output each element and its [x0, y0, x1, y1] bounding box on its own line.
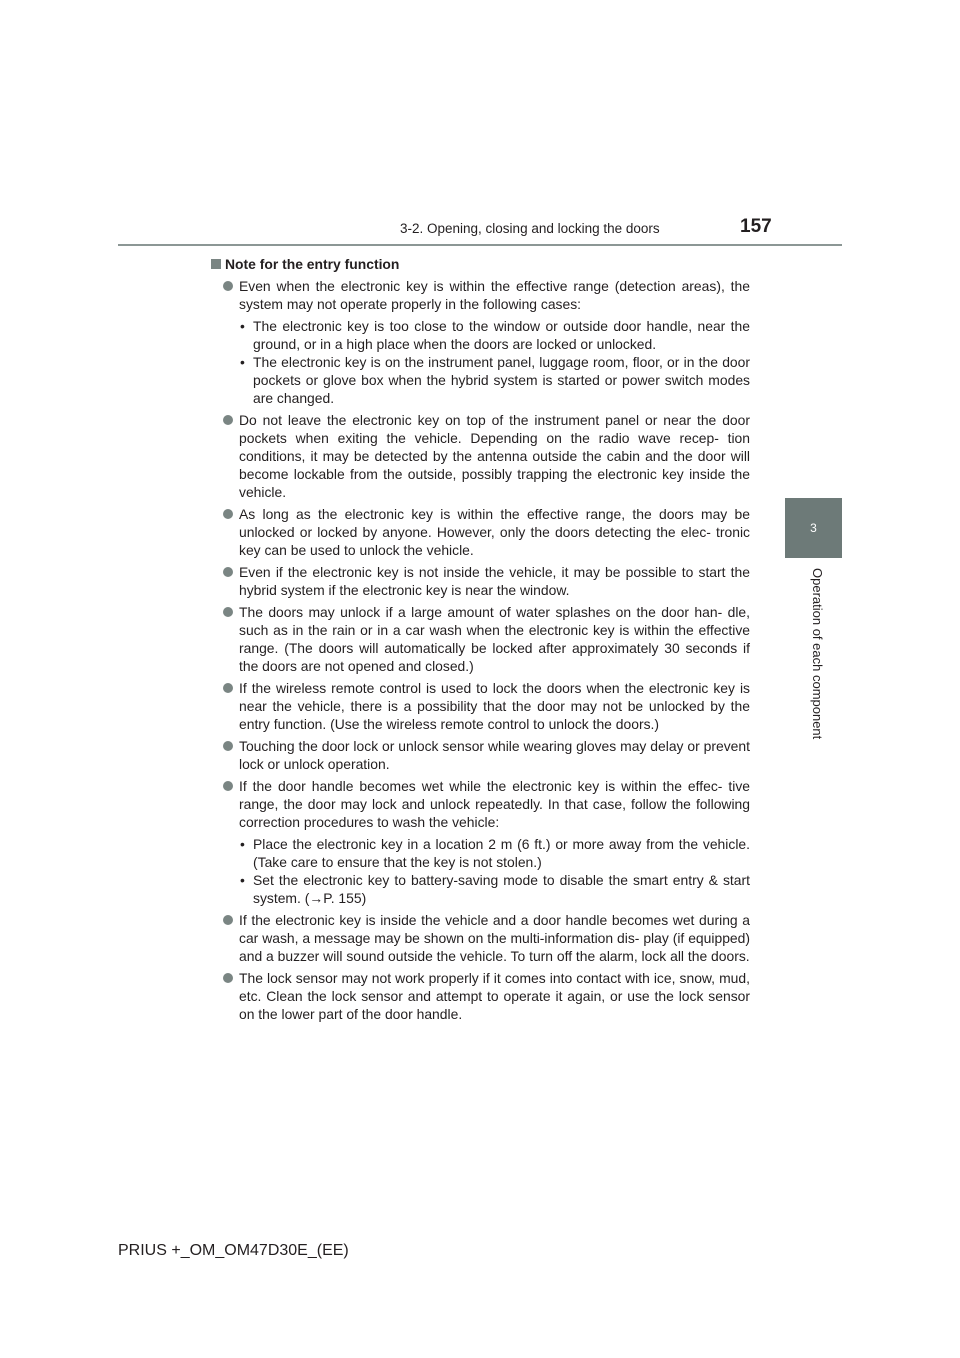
note-list: [209, 277, 750, 1023]
list-item: [209, 737, 750, 773]
chapter-label-text: Operation of each component: [810, 568, 825, 740]
list-item-text: The doors may unlock if a large amount of water splashes on the door han- dle, such as in the rain or in a car wash when the electronic key is within the effective range. (The doors will automatically be locked after approximately 30 seconds if the doors are not opened and closed.): [239, 604, 750, 674]
sub-list: [209, 835, 750, 907]
sub-list-item-text: The electronic key is too close to the window or outside door handle, near the ground, or in a high place when the doors are locked or unlocked.: [253, 318, 750, 352]
sub-list-item-text: The electronic key is on the instrument panel, luggage room, floor, or in the door pockets or glove box when the hybrid system is started or power switch modes are changed.: [253, 354, 750, 406]
page-number: 157: [740, 216, 772, 237]
list-item: [209, 911, 750, 965]
circle-bullet-icon: [223, 741, 233, 751]
list-item: [209, 777, 750, 831]
list-item-text: If the electronic key is inside the vehicle and a door handle becomes wet during a car wash, a message may be shown on the multi-information dis- play (if equipped) and a buzzer will sound outside the vehicle. To turn off the alarm, lock all the doors.: [239, 912, 750, 964]
square-bullet-icon: [211, 259, 221, 269]
list-item-text: As long as the electronic key is within the effective range, the doors may be unlocked or locked by anyone. However, only the doors detecting the elec- tronic key can be used to unlock the vehicle.: [239, 506, 750, 558]
circle-bullet-icon: [223, 683, 233, 693]
section-title-text: Note for the entry function: [225, 256, 400, 272]
circle-bullet-icon: [223, 607, 233, 617]
circle-bullet-icon: [223, 915, 233, 925]
sub-list-item: [209, 317, 750, 353]
list-item-text: Even if the electronic key is not inside the vehicle, it may be possible to start the hybrid system if the electronic key is near the window.: [239, 564, 750, 598]
chapter-number: 3: [810, 521, 817, 535]
circle-bullet-icon: [223, 973, 233, 983]
circle-bullet-icon: [223, 567, 233, 577]
section-header: 3-2. Opening, closing and locking the doors: [400, 221, 660, 236]
list-item-text: Do not leave the electronic key on top of the instrument panel or near the door pockets when exiting the vehicle. Depending on the radio wave recep- tion conditions, it may be detected by the antenna outside the cabin and the door will become lockable from the outside, possibly trapping the electronic key inside the vehicle.: [239, 412, 750, 500]
sub-list-item-text: Place the electronic key in a location 2 m (6 ft.) or more away from the vehicle. (Take care to ensure that the key is not stolen.): [253, 836, 750, 870]
bullet-icon: •: [240, 872, 245, 888]
list-item: [209, 277, 750, 313]
list-item-text: Even when the electronic key is within the effective range (detection areas), the system may not operate properly in the following cases:: [239, 278, 750, 312]
header-divider: [118, 244, 842, 246]
circle-bullet-icon: [223, 509, 233, 519]
circle-bullet-icon: [223, 281, 233, 291]
list-item: [209, 411, 750, 501]
sub-list-item: [209, 871, 750, 907]
sub-list-item: [209, 835, 750, 871]
sub-list: [209, 317, 750, 407]
bullet-icon: •: [240, 836, 245, 852]
document-code: PRIUS +_OM_OM47D30E_(EE): [118, 1242, 349, 1259]
list-item: [209, 603, 750, 675]
sub-list-item-text: Set the electronic key to battery-saving mode to disable the smart entry & start system. (→P. 155): [253, 872, 750, 906]
bullet-icon: •: [240, 318, 245, 334]
chapter-label: [812, 568, 826, 758]
list-item: [209, 563, 750, 599]
circle-bullet-icon: [223, 781, 233, 791]
sub-list-item: [209, 353, 750, 407]
section-heading: [209, 255, 750, 273]
list-item-text: The lock sensor may not work properly if it comes into contact with ice, snow, mud, etc. Clean the lock sensor and attempt to operate it again, or use the lock sensor on the lower part of the door handle.: [239, 970, 750, 1022]
list-item: [209, 505, 750, 559]
list-item-text: If the door handle becomes wet while the electronic key is within the effec- tive range, the door may lock and unlock repeatedly. In that case, follow the following correction procedures to wash the vehicle:: [239, 778, 750, 830]
list-item: [209, 969, 750, 1023]
list-item-text: If the wireless remote control is used to lock the doors when the electronic key is near the vehicle, there is a possibility that the door may not be unlocked by the entry function. (Use the wireless remote control to unlock the doors.): [239, 680, 750, 732]
list-item: [209, 679, 750, 733]
circle-bullet-icon: [223, 415, 233, 425]
chapter-tab: [785, 498, 842, 558]
list-item-text: Touching the door lock or unlock sensor while wearing gloves may delay or prevent lock or unlock operation.: [239, 738, 750, 772]
main-content: [209, 255, 750, 1023]
bullet-icon: •: [240, 354, 245, 370]
